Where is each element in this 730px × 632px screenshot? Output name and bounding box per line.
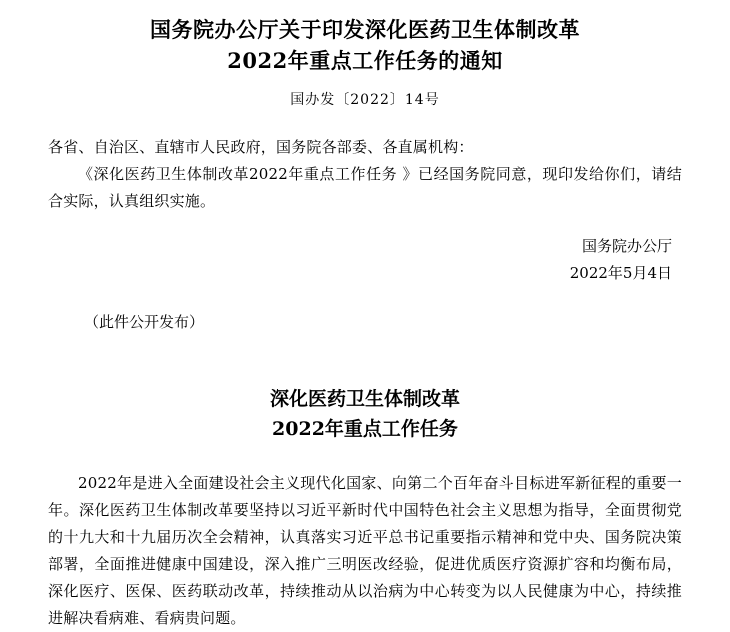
salutation: 各省、自治区、直辖市人民政府，国务院各部委、各直属机构： xyxy=(48,138,474,156)
document-title-line-2: 2022年重点工作任务的通知 xyxy=(227,48,503,73)
public-release-note: （此件公开发布） xyxy=(84,313,205,331)
signature-issuer: 国务院办公厅 xyxy=(581,237,672,255)
signature-block xyxy=(48,233,682,287)
section-paragraph: 2022年是进入全面建设社会主义现代化国家、向第二个百年奋斗目标进军新征程的重要一年。深化医药卫生体制改革要坚持以习近平新时代中国特色社会主义思想为指导，全面贯彻党的十九大和十九届历次全会精神，认真落实习近平总书记重要指示精神和党中央、国务院决策部署，全面推进健康中国建设，深入推广三明医改经验，促进优质医疗资源扩容和均衡布局，深化医疗、医保、医药联动改革，持续推动从以治病为中心转变为以人民健康为中心，持续推进解决看病难、看病贵问题。 xyxy=(48,474,682,627)
section-body xyxy=(48,470,682,632)
document-number: 国办发〔2022〕14号 xyxy=(290,92,440,108)
section-title xyxy=(48,384,682,444)
section-title-line-2: 2022年重点工作任务 xyxy=(272,418,458,440)
signature-date: 2022年5月4日 xyxy=(569,264,672,282)
section-title-line-1: 深化医药卫生体制改革 xyxy=(269,388,460,410)
document-title xyxy=(48,14,682,76)
intro-paragraph: 《深化医药卫生体制改革2022年重点工作任务 》已经国务院同意，现印发给你们，请结合实际，认真组织实施。 xyxy=(48,165,682,210)
document-title-line-1: 国务院办公厅关于印发深化医药卫生体制改革 xyxy=(150,17,580,42)
